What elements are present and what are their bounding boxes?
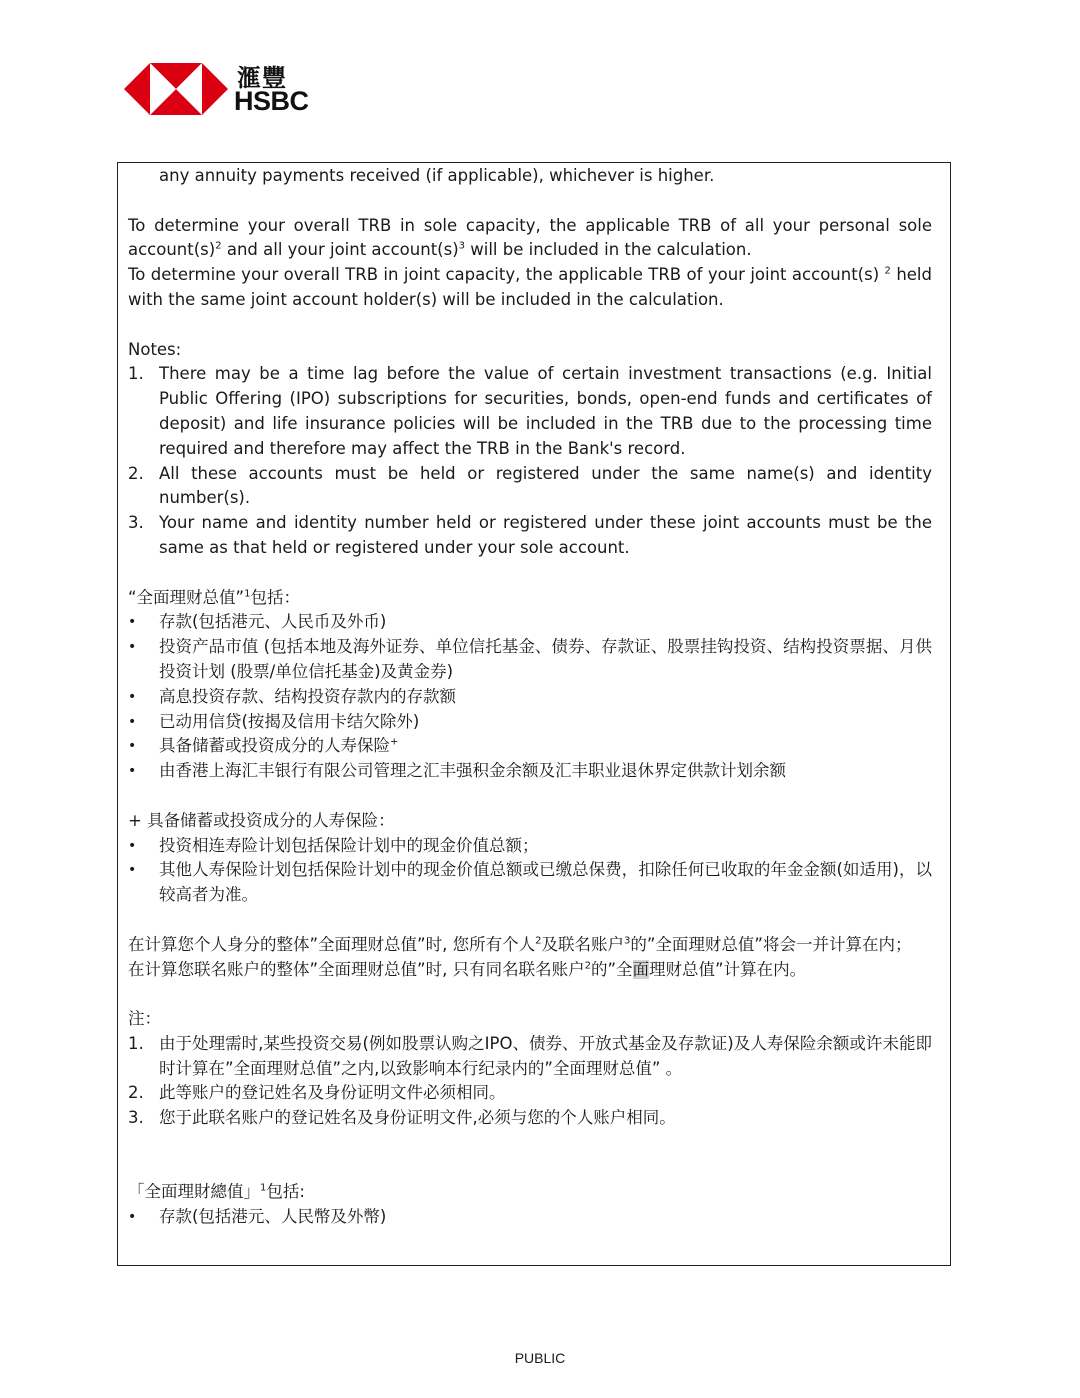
list-item: • 具备储蓄或投资成分的人寿保险+ (128, 736, 399, 756)
highlighted-char: 面 (632, 959, 650, 979)
continued-text: any annuity payments received (if applicable), whichever is higher. (159, 166, 715, 185)
list-item: • 投资产品市值 (包括本地及海外证券、单位信托基金、债券、存款证、股票挂钩投资、结构投资票据、月供投资计划 (股票/单位信托基金)及黄金券) (128, 637, 932, 681)
list-item: • 其他人寿保险计划包括保险计划中的现金价值总额或已缴总保费，扣除任何已收取的年金金额(如适用)，以较高者为准。 (128, 860, 932, 905)
list-item: 2. 此等账户的登记姓名及身份证明文件必须相同。 (128, 1083, 506, 1103)
list-item: • 已动用信贷(按揭及信用卡结欠除外) (128, 711, 420, 731)
list-item: 1. 由于处理需时,某些投资交易(例如股票认购之IPO、债券、开放式基金及存款证)及人寿保险余额或许未能即时计算在”全面理财总值”之内,以致影响本行纪录内的”全面理财总值” 。 (128, 1033, 932, 1078)
tc-trb-intro: 「全面理財總值」$^1$包括: (128, 1182, 305, 1202)
content-frame (117, 162, 951, 1266)
document-body (128, 164, 932, 1230)
list-item: 1. There may be a time lag before the value of certain investment transactions (e.g. Initial Public Offering (IPO) subscriptions for securities, bonds, open-end funds and certificates of deposit) and life insurance policies will be included in the TRB due to the processing time required and therefore may affect the TRB in the Bank's record. (128, 364, 932, 458)
list-item: 3. 您于此联名账户的登记姓名及身份证明文件,必须与您的个人账户相同。 (128, 1108, 676, 1128)
logo-english-text: HSBC (234, 86, 309, 116)
list-item: 3. Your name and identity number held or registered under these joint accounts must be the same as that held or registered under your sole account. (128, 513, 932, 557)
list-item: • 存款(包括港元、人民幣及外幣) (128, 1206, 387, 1226)
en-sole-trb-paragraph: To determine your overall TRB in sole capacity, the applicable TRB of all your personal sole $account(s)^2$ and all your joint $account(s)^3$ will be included in the calculation. (128, 215, 932, 260)
en-joint-trb-paragraph: To determine your overall TRB in joint capacity, the applicable TRB of your joint account(s) $^2$ held with the same joint account holder(s) will be included in the calculation. (128, 265, 932, 309)
logo-chinese-text: 滙豐 (237, 64, 287, 92)
en-notes-list (128, 362, 932, 560)
sc-notes-title: 注： (128, 1009, 161, 1029)
list-item: • 存款(包括港元、人民币及外币) (128, 612, 387, 632)
sc-insurance-bullets (128, 834, 932, 908)
list-item: • 由香港上海汇丰银行有限公司管理之汇丰强积金余额及汇丰职业退休界定供款计划余额 (128, 761, 786, 781)
classification-footer: PUBLIC (514, 1350, 566, 1366)
sc-trb-bullets (128, 610, 932, 784)
en-notes-title: Notes: (128, 339, 182, 359)
sc-notes-list (128, 1032, 932, 1131)
hsbc-hexagon-icon (124, 63, 228, 115)
sc-insurance-title: + 具备储蓄或投资成分的人寿保险： (128, 810, 395, 830)
sc-joint-trb-paragraph: 在计算您联名账户的整体”全面理财总值”时, 只有同名联名账户$^2$的”全面理财总值”计算在内。 (128, 959, 807, 979)
list-item: • 高息投资存款、结构投资存款内的存款额 (128, 686, 456, 706)
hsbc-logo (124, 58, 324, 118)
list-item: • 投资相连寿险计划包括保险计划中的现金价值总额； (128, 835, 539, 855)
list-item: 2. All these accounts must be held or registered under the same name(s) and identity number(s). (128, 463, 932, 508)
sc-sole-trb-paragraph: 在计算您个人身分的整体”全面理财总值”时, 您所有个人$^2$及联名账户$^3$的”全面理财总值”将会一并计算在内； (128, 934, 912, 954)
sc-trb-intro: “全面理财总值”$^1$包括： (128, 587, 300, 607)
tc-trb-bullets (128, 1205, 932, 1230)
